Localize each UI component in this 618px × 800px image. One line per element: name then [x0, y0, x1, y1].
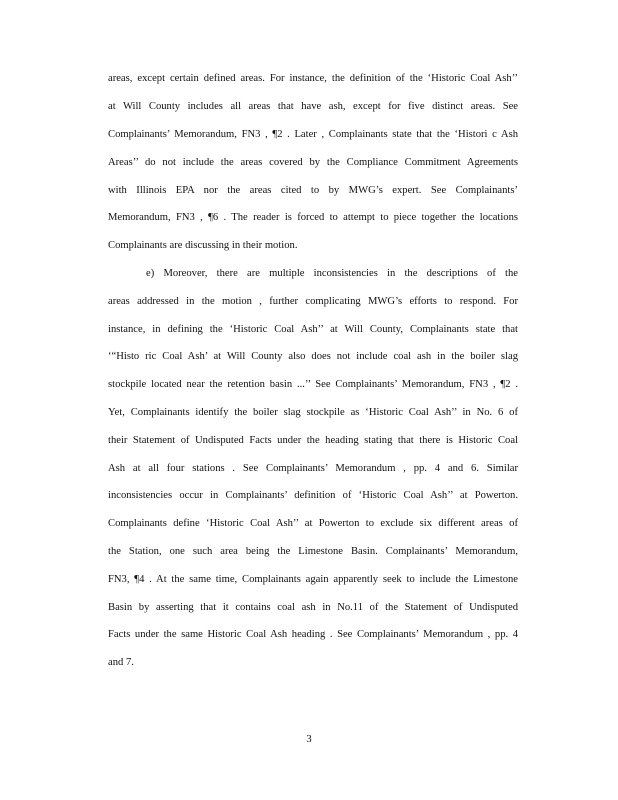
text-line: Facts under the same Historic Coal Ash heading . See Complainants’ Memorandum , pp. 4	[108, 629, 518, 640]
text-line: inconsistencies occur in Complainants’ definition of ‘Historic Coal Ash’’ at Powerton.	[108, 490, 518, 501]
text-line: and 7.	[108, 657, 134, 668]
text-line: Basin by asserting that it contains coal ash in No.11 of the Statement of Undisputed	[108, 602, 518, 613]
text-line: instance, in defining the ‘Historic Coal Ash’’ at Will County, Complainants state that	[108, 324, 518, 335]
page-number: 3	[306, 734, 312, 745]
text-line: Complainants’ Memorandum, FN3 , ¶2 . Later , Complainants state that the ‘Histori c Ash	[108, 129, 518, 140]
text-line: at Will County includes all areas that have ash, except for five distinct areas. See	[108, 101, 518, 112]
text-line: the Station, one such area being the Limestone Basin. Complainants’ Memorandum,	[108, 546, 518, 557]
text-line: areas addressed in the motion , further complicating MWG’s efforts to respond. For	[108, 296, 518, 307]
text-line: ‘“Histo ric Coal Ash’ at Will County also does not include coal ash in the boiler slag	[108, 351, 518, 362]
text-line: Complainants are discussing in their motion.	[108, 240, 298, 251]
text-line: FN3, ¶4 . At the same time, Complainants again apparently seek to include the Limestone	[108, 574, 518, 585]
text-line: Yet, Complainants identify the boiler slag stockpile as ‘Historic Coal Ash’’ in No. 6 of	[108, 407, 518, 418]
text-line: stockpile located near the retention basin ...’’ See Complainants’ Memorandum, FN3 , ¶2 .	[108, 379, 518, 390]
text-line: with Illinois EPA nor the areas cited to by MWG’s expert. See Complainants’	[108, 185, 518, 196]
text-line: Complainants define ‘Historic Coal Ash’’ at Powerton to exclude six different areas of	[108, 518, 518, 529]
text-line: Areas’’ do not include the areas covered by the Compliance Commitment Agreements	[108, 157, 518, 168]
text-line: their Statement of Undisputed Facts under the heading stating that there is Historic Coal	[108, 435, 518, 446]
text-line: areas, except certain defined areas. For instance, the definition of the ‘Historic Coal Ash’’	[108, 73, 518, 84]
text-line: e) Moreover, there are multiple inconsistencies in the descriptions of the	[146, 268, 518, 279]
text-line: Ash at all four stations . See Complainants’ Memorandum , pp. 4 and 6. Similar	[108, 463, 518, 474]
text-line: Memorandum, FN3 , ¶6 . The reader is forced to attempt to piece together the locations	[108, 212, 518, 223]
